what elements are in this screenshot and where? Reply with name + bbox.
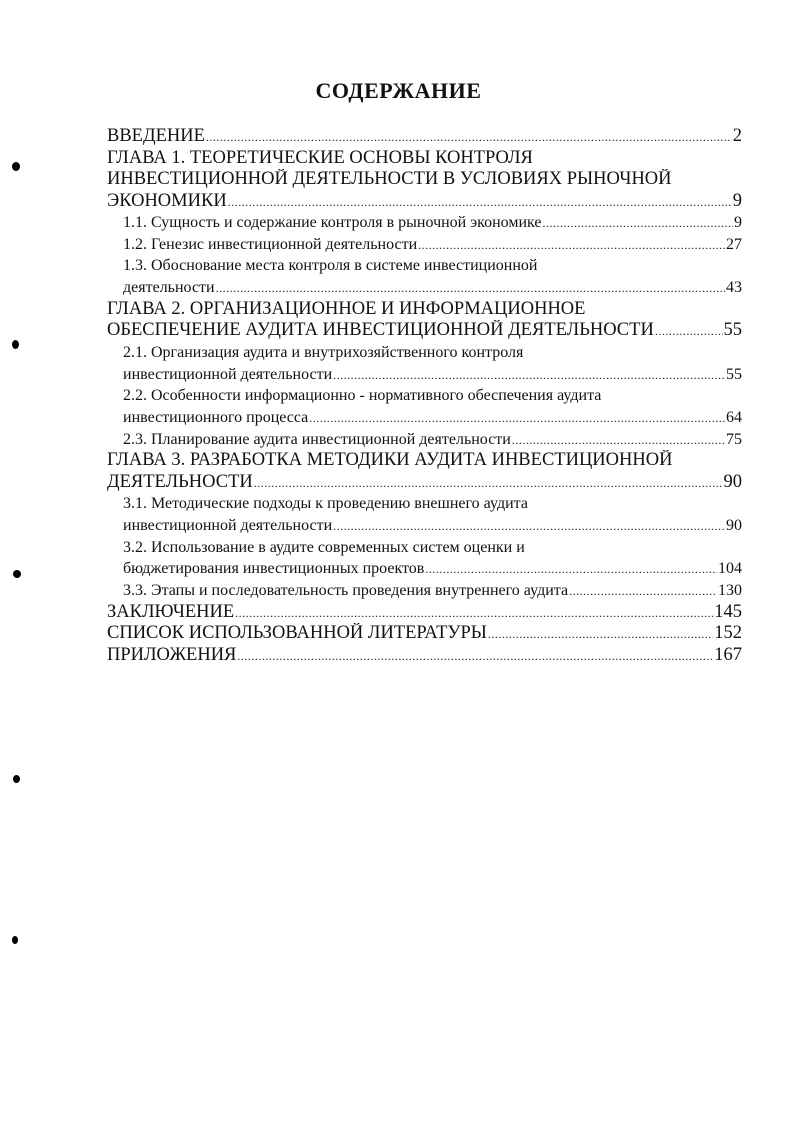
- toc-entry-chapter-1: [107, 148, 742, 213]
- dot-leader: [512, 434, 725, 446]
- entry-text: инвестиционной деятельности: [123, 365, 333, 383]
- toc-entry-section-3-2: [107, 537, 742, 580]
- page-number: 104: [718, 560, 742, 578]
- page-number: 130: [718, 582, 742, 600]
- entry-text: ВВЕДЕНИЕ: [107, 126, 205, 146]
- entry-text: ДЕЯТЕЛЬНОСТИ: [107, 471, 253, 492]
- entry-text: инвестиционного процесса: [123, 408, 309, 426]
- page-number: 90: [726, 517, 742, 535]
- page-number: 9: [734, 214, 742, 231]
- entry-text: 1.3. Обоснование места контроля в системе инвестиционной: [123, 257, 538, 275]
- entry-text: ГЛАВА 2. ОРГАНИЗАЦИОННОЕ И ИНФОРМАЦИОННОЕ: [107, 298, 586, 319]
- toc-entry-section-2-3: [107, 429, 742, 451]
- dot-leader: [418, 239, 725, 251]
- dot-leader: [425, 563, 717, 575]
- dot-leader: [237, 650, 713, 662]
- entry-text: ЗАКЛЮЧЕНИЕ: [107, 601, 235, 622]
- scan-mark: [13, 570, 21, 578]
- toc-entry-section-1-3: [107, 255, 742, 298]
- entry-text: 2.2. Особенности информационно - нормативного обеспечения аудита: [123, 387, 602, 405]
- entry-text: ПРИЛОЖЕНИЯ: [107, 644, 237, 665]
- toc-entry-chapter-2: [107, 299, 742, 342]
- dot-leader: [206, 131, 732, 143]
- page-title: СОДЕРЖАНИЕ: [315, 78, 482, 103]
- entry-text: 2.1. Организация аудита и внутрихозяйственного контроля: [123, 343, 524, 361]
- toc-entry-section-3-1: [107, 493, 742, 536]
- page-number: 2: [732, 126, 742, 146]
- page-number: 9: [732, 190, 742, 211]
- dot-leader: [333, 369, 725, 381]
- dot-leader: [655, 325, 723, 337]
- dot-leader: [569, 585, 717, 597]
- entry-text: инвестиционной деятельности: [123, 517, 333, 535]
- page-number: 145: [714, 601, 742, 622]
- entry-text: 3.3. Этапы и последовательность проведения внутреннего аудита: [123, 582, 569, 600]
- toc-entry-chapter-3: [107, 450, 742, 493]
- scan-mark: [12, 936, 18, 944]
- page-number: 64: [726, 408, 742, 426]
- page-number: 55: [723, 320, 742, 341]
- toc-entry-section-2-2: [107, 385, 742, 428]
- entry-text: 3.2. Использование в аудите современных систем оценки и: [123, 538, 525, 556]
- entry-text: СПИСОК ИСПОЛЬЗОВАННОЙ ЛИТЕРАТУРЫ: [107, 623, 487, 644]
- dot-leader: [235, 607, 713, 619]
- entry-text: бюджетирования инвестиционных проектов: [123, 560, 425, 578]
- dot-leader: [488, 628, 713, 640]
- page-number: 43: [726, 279, 742, 297]
- scan-mark: [12, 340, 19, 349]
- entry-text: 2.3. Планирование аудита инвестиционной деятельности: [123, 430, 511, 448]
- entry-text: ОБЕСПЕЧЕНИЕ АУДИТА ИНВЕСТИЦИОННОЙ ДЕЯТЕЛЬНОСТИ: [107, 320, 654, 341]
- dot-leader: [216, 282, 725, 294]
- toc-entry-appendices: [107, 645, 742, 667]
- dot-leader: [309, 412, 725, 424]
- entry-text: ГЛАВА 3. РАЗРАБОТКА МЕТОДИКИ АУДИТА ИНВЕСТИЦИОННОЙ: [107, 450, 673, 471]
- toc-entry-section-1-1: [107, 212, 742, 234]
- entry-text: ГЛАВА 1. ТЕОРЕТИЧЕСКИЕ ОСНОВЫ КОНТРОЛЯ: [107, 147, 533, 168]
- table-of-contents: [107, 126, 742, 666]
- entry-text: ЭКОНОМИКИ: [107, 190, 227, 211]
- scan-mark: [13, 775, 20, 783]
- page-number: 55: [726, 365, 742, 383]
- page-number: 167: [714, 644, 742, 665]
- dot-leader: [254, 477, 723, 489]
- page-number: 152: [714, 623, 742, 644]
- entry-text: 1.1. Сущность и содержание контроля в рыночной экономике: [123, 214, 542, 231]
- toc-entry-conclusion: [107, 602, 742, 624]
- entry-text: деятельности: [123, 279, 215, 297]
- entry-text: 1.2. Генезис инвестиционной деятельности: [123, 235, 418, 253]
- page-number: 27: [726, 235, 742, 253]
- toc-entry-section-3-3: [107, 580, 742, 602]
- dot-leader: [333, 520, 725, 532]
- toc-entry-section-2-1: [107, 342, 742, 385]
- page-number: 75: [726, 430, 742, 448]
- entry-text: 3.1. Методические подходы к проведению внешнего аудита: [123, 495, 528, 513]
- dot-leader: [543, 217, 734, 229]
- toc-entry-section-1-2: [107, 234, 742, 256]
- toc-entry-references: [107, 623, 742, 645]
- entry-text: ИНВЕСТИЦИОННОЙ ДЕЯТЕЛЬНОСТИ В УСЛОВИЯХ РЫНОЧНОЙ: [107, 169, 672, 189]
- scan-mark: [12, 162, 20, 171]
- dot-leader: [228, 196, 732, 208]
- toc-entry-intro: [107, 126, 742, 148]
- page-number: 90: [723, 471, 742, 492]
